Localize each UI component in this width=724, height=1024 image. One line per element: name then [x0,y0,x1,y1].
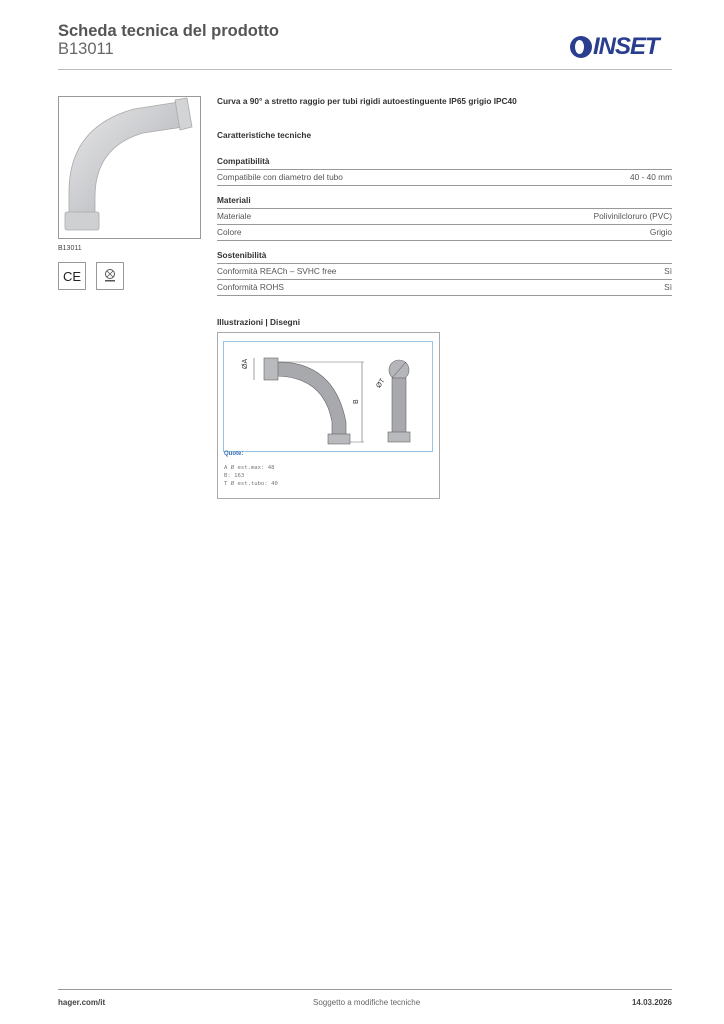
footer-website-link[interactable]: hager.com/it [58,998,106,1007]
quote-line: A Ø est.max: 48 [224,465,275,471]
footer-note: Soggetto a modifiche tecniche [313,998,421,1007]
section-title: Sostenibilità [217,250,672,264]
spec-label: Compatibile con diametro del tubo [217,172,343,182]
page-title: Scheda tecnica del prodotto [58,22,279,40]
illustrations-title: Illustrazioni | Disegni [217,317,300,327]
drawing-frame [223,341,433,452]
materials-section [217,195,672,241]
section-title: Materiali [217,195,672,209]
spec-row [217,170,672,186]
weee-icon [96,262,124,290]
product-code: B13011 [58,40,114,58]
spec-row [217,209,672,225]
inset-logo-text: INSET [593,33,659,60]
ce-mark-icon: CE [58,262,86,290]
section-title: Compatibilità [217,156,672,170]
spec-label: Conformità ROHS [217,282,284,292]
spec-value: Sì [664,282,672,292]
dim-b-label: B [353,399,360,404]
spec-value: Sì [664,266,672,276]
characteristics-title: Caratteristiche tecniche [217,130,312,140]
dim-a-label: ØA [242,358,249,369]
spec-label: Conformità REACh – SVHC free [217,266,337,276]
product-image [58,96,201,239]
quote-line: T Ø est.tubo: 40 [224,481,278,487]
spec-value: Polivinilcloruro (PVC) [593,211,672,221]
header-divider [58,69,672,70]
spec-label: Materiale [217,211,252,221]
image-caption: B13011 [58,245,82,252]
footer-date: 14.03.2026 [631,998,672,1007]
product-description: Curva a 90° a stretto raggio per tubi rigidi autoestinguente IP65 grigio IPC40 [217,96,517,106]
spec-label: Colore [217,227,242,237]
technical-drawing [217,332,440,499]
spec-content [217,96,672,327]
spec-value: 40 - 40 mm [630,172,672,182]
compatibility-section [217,156,672,186]
spec-row [217,280,672,296]
dim-t-label: ØT [375,377,387,390]
footer-divider [58,989,672,990]
quote-title: Quote: [224,451,244,457]
spec-row [217,225,672,241]
quote-line: B: 163 [224,473,245,479]
inset-logo [570,33,659,61]
inset-logo-mark-icon [570,36,592,58]
sustainability-section [217,250,672,296]
spec-row [217,264,672,280]
spec-value: Grigio [649,227,672,237]
